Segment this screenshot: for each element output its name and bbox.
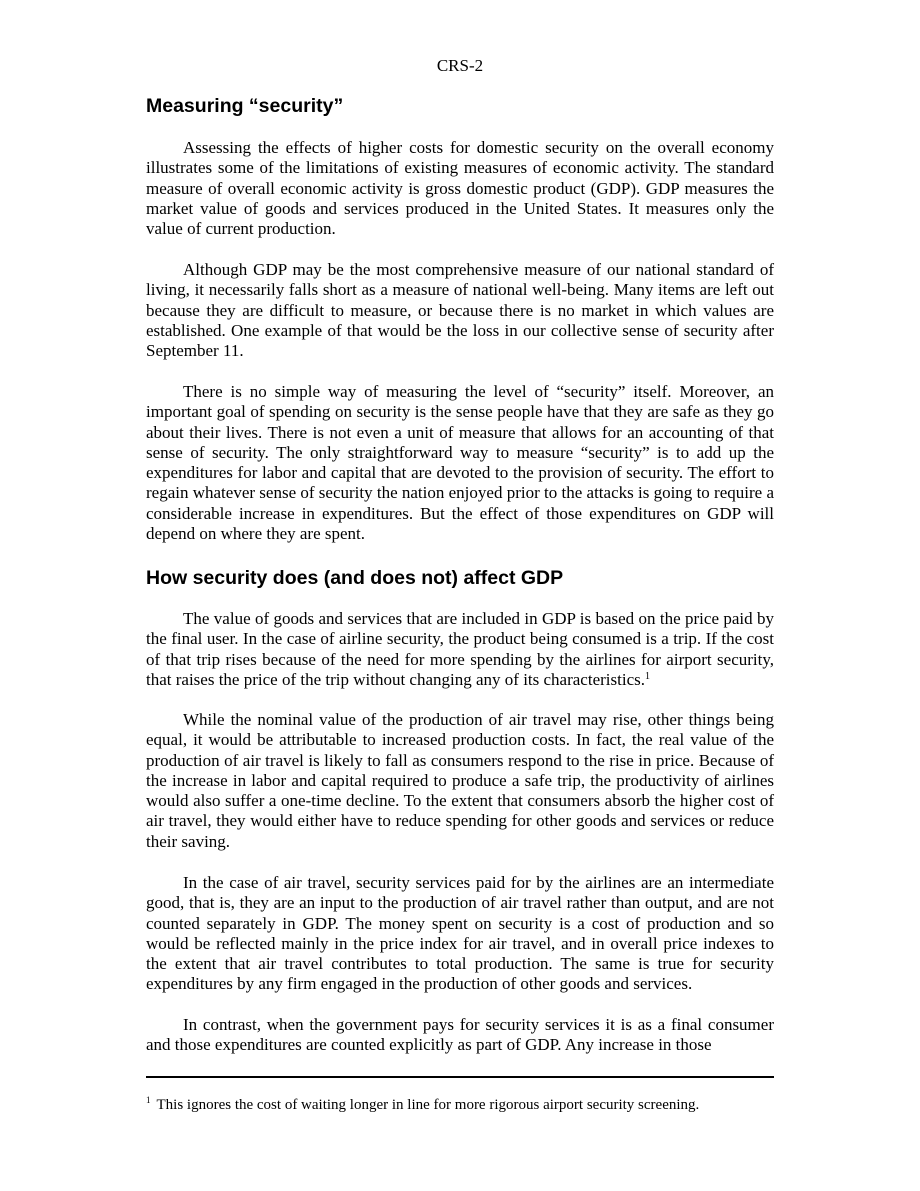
footnote-divider: [146, 1076, 774, 1078]
page-number: CRS-2: [436, 56, 484, 75]
paragraph-text: The value of goods and services that are included in GDP is based on the price paid by the final user. In the case of airline security, the product being consumed is a trip. If the cost of that trip rises because of the need for more spending by the airlines for airport security, that raises the price of the trip without changing any of its characteristics.: [146, 609, 774, 689]
section-heading-how-security-affects-gdp: How security does (and does not) affect GDP: [146, 567, 564, 589]
paragraph: Although GDP may be the most comprehensive measure of our national standard of living, it necessarily falls short as a measure of national well-being. Many items are left out because they are difficult to measure, or because there is no market in which values are established. One example of that would be the loss in our collective sense of security after September 11.: [146, 260, 774, 361]
paragraph: In the case of air travel, security services paid for by the airlines are an intermediate good, that is, they are an input to the production of air travel rather than output, and are not counted separately in GDP. The money spent on security is a cost of production and so would be reflected mainly in the price index for air travel, and in overall price indexes to the extent that air travel contributes to total production. The same is true for security expenditures by any firm engaged in the production of other goods and services.: [146, 873, 774, 994]
section-heading-measuring-security: Measuring “security”: [146, 95, 344, 117]
paragraph-with-footnote-ref: [146, 609, 774, 690]
footnote: [146, 1096, 774, 1114]
footnote-text: This ignores the cost of waiting longer in line for more rigorous airport security screening.: [156, 1097, 700, 1113]
paragraph: In contrast, when the government pays for security services it is as a final consumer and those expenditures are counted explicitly as part of GDP. Any increase in those: [146, 1015, 774, 1055]
paragraph: There is no simple way of measuring the level of “security” itself. Moreover, an important goal of spending on security is the sense people have that they are safe as they go about their lives. There is not even a unit of measure that allows for an accounting of that sense of security. The only straightforward way to measure “security” is to add up the expenditures for labor and capital that are devoted to the provision of security. The effort to regain whatever sense of security the nation enjoyed prior to the attacks is going to require a considerable increase in expenditures. But the effect of those expenditures on GDP will depend on where they are spent.: [146, 382, 774, 544]
paragraph: While the nominal value of the production of air travel may rise, other things being equal, it would be attributable to increased production costs. In fact, the real value of the production of air travel is likely to fall as consumers respond to the rise in price. Because of the increase in labor and capital required to produce a safe trip, the productivity of airlines would also suffer a one-time decline. To the extent that consumers absorb the higher cost of air travel, they would either have to reduce spending for other goods and services or reduce their saving.: [146, 710, 774, 851]
footnote-reference: 1: [644, 670, 650, 682]
paragraph: Assessing the effects of higher costs for domestic security on the overall economy illustrates some of the limitations of existing measures of economic activity. The standard measure of overall economic activity is gross domestic product (GDP). GDP measures the market value of goods and services produced in the United States. It measures only the value of current production.: [146, 138, 774, 239]
footnote-marker: 1: [146, 1095, 151, 1105]
